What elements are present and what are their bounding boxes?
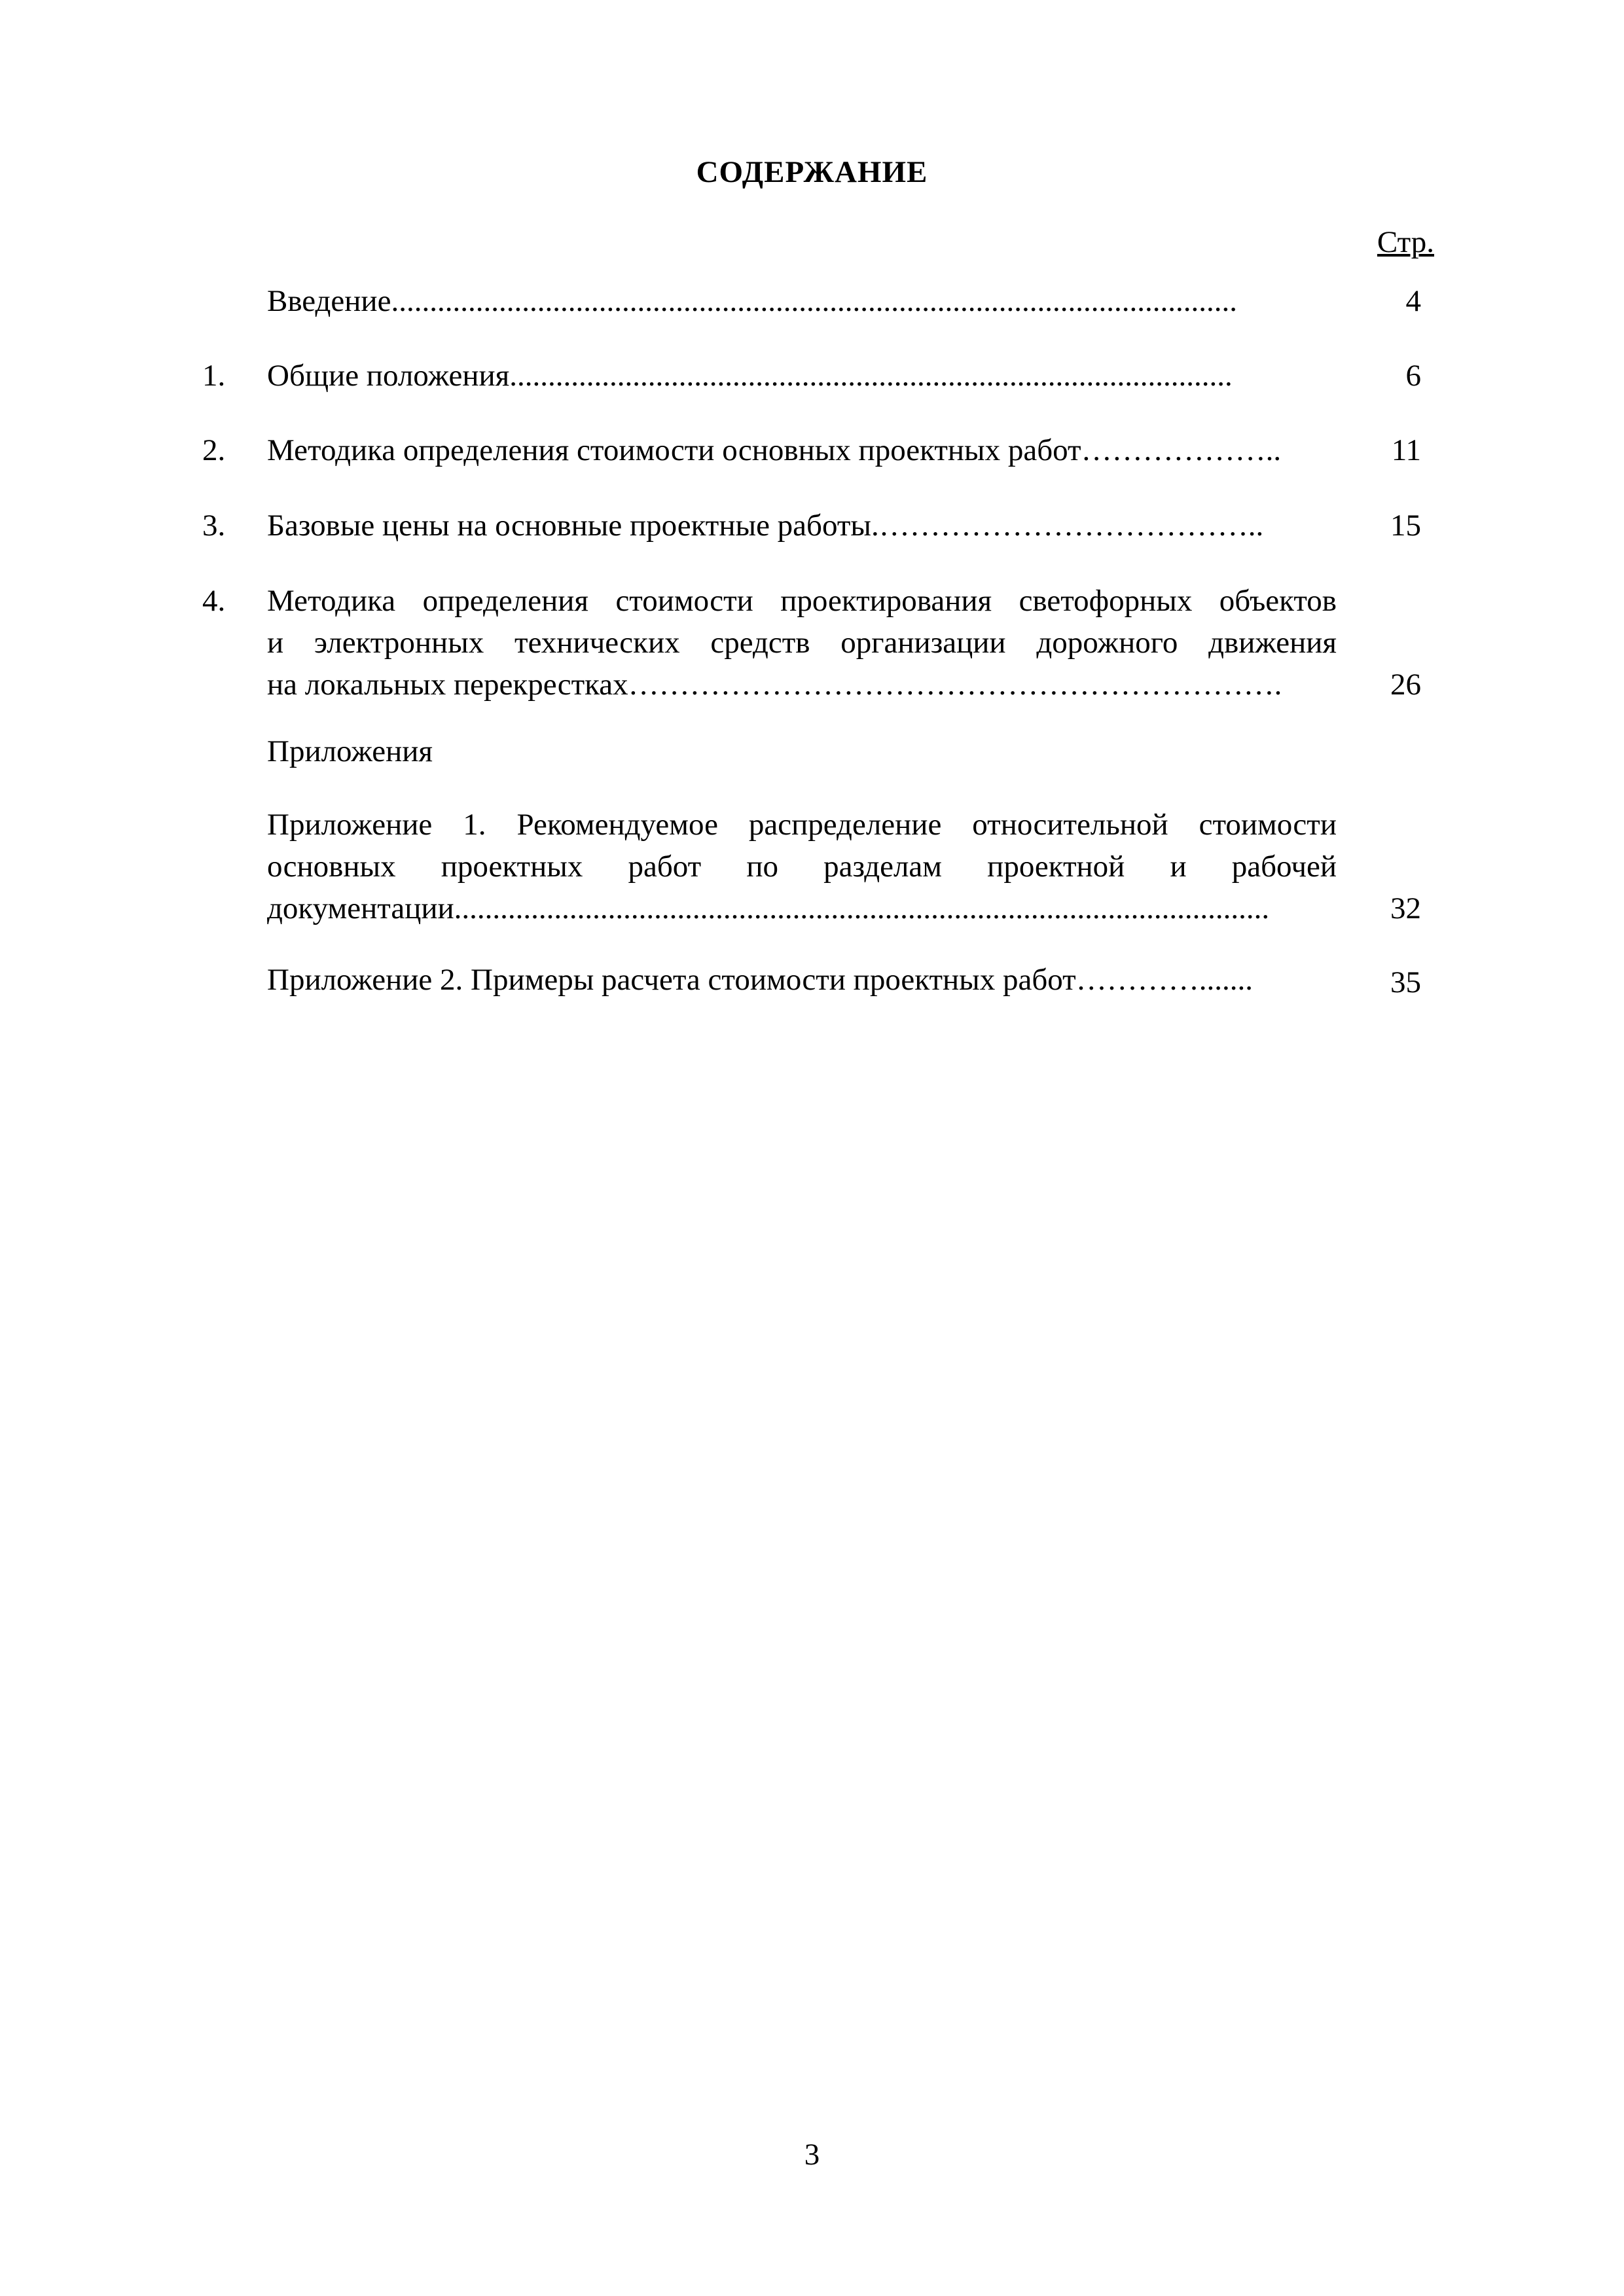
toc-entry-page: 11 [1391,433,1421,467]
toc-entry-appendix-2[interactable] [0,959,1624,1001]
toc-leader-dots: .............................................................................................................. [391,284,1237,318]
toc-leader-dots: ……………….. [1081,433,1282,467]
toc-entry-title: Введение [267,284,391,318]
page-number: 3 [804,2138,820,2172]
toc-entry-title-line: и электронных технических средств организации дорожного движения [267,626,1337,660]
toc-entry-base-prices[interactable] [0,505,1624,547]
pages-column-header: Стр. [1377,225,1434,259]
toc-leader-dots: ………………………………………………………. [628,668,1282,702]
toc-entry-traffic-light-methodology[interactable] [0,580,1624,706]
toc-entry-title-line: основных проектных работ по разделам проектной и рабочей [267,850,1337,884]
toc-entry-number: 4. [202,584,226,618]
toc-entry-title: Методика определения стоимости основных проектных работ [267,433,1081,467]
page-title: СОДЕРЖАНИЕ [696,155,928,189]
toc-entry-page: 26 [1390,668,1421,702]
toc-entry-number: 2. [202,433,226,467]
toc-entry-title: Приложение 2. Примеры расчета стоимости проектных работ [267,963,1076,997]
toc-leader-dots: …………....... [1075,963,1253,997]
toc-entry-appendix-1[interactable] [0,804,1624,929]
toc-entry-title-line: на локальных перекрестках [267,668,628,702]
toc-entry-general-provisions[interactable] [0,355,1624,397]
toc-entry-title: Базовые цены на основные проектные работы [267,509,871,543]
toc-entry-page: 32 [1390,891,1421,925]
toc-entry-title: Общие положения [267,359,510,393]
toc-entry-page: 35 [1390,965,1421,999]
toc-entry-title-line: документации [267,891,454,925]
toc-entry-page: 15 [1390,509,1421,543]
toc-leader-dots: .......................................................................................................... [454,891,1270,925]
toc-entry-number: 1. [202,359,226,393]
toc-section-title: Приложения [267,734,433,768]
toc-entry-title-line: Методика определения стоимости проектирования светофорных объектов [267,584,1337,618]
toc-entry-title-line: Приложение 1. Рекомендуемое распределение относительной стоимости [267,808,1337,842]
toc-leader-dots: .……………………………….. [871,509,1264,543]
toc-leader-dots: .............................................................................................. [509,359,1233,393]
toc-entry-cost-methodology[interactable] [0,429,1624,471]
toc-entry-page: 6 [1405,359,1421,393]
toc-entry-page: 4 [1405,284,1421,318]
toc-section-appendices [0,730,1624,772]
toc-entry-number: 3. [202,509,226,543]
toc-entry-introduction[interactable] [0,280,1624,322]
